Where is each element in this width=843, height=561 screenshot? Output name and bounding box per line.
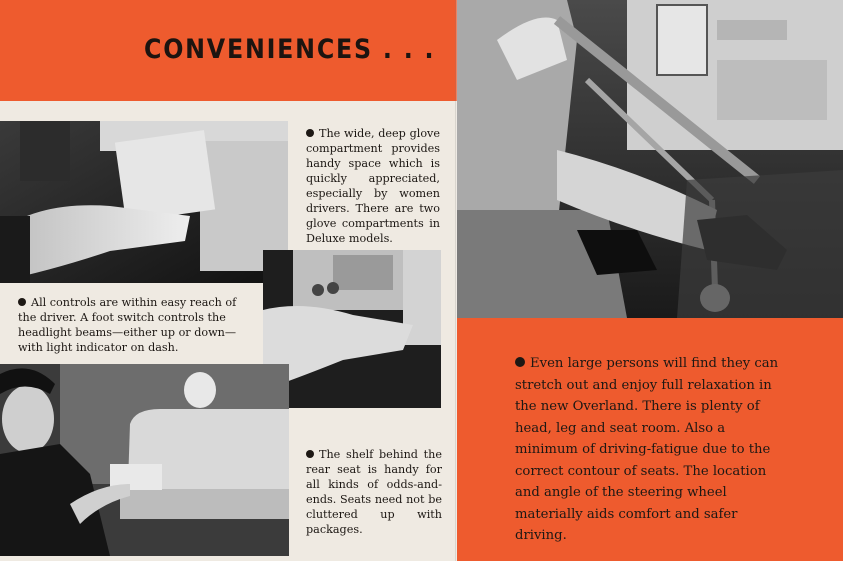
glove-compartment-photo — [0, 121, 288, 283]
bullet-icon — [306, 450, 314, 458]
controls-caption: All controls are within easy reach of the driver. A foot switch controls the headlight beams—either up or down—with light indicator on dash. — [18, 296, 237, 354]
glove-compartment-illustration — [0, 121, 288, 283]
bullet-icon — [306, 129, 314, 137]
glove-compartment-caption: The wide, deep glove compartment provides handy space which is quickly appreciated, especially by women drivers. There are two glove compartments in Deluxe models. — [306, 127, 440, 245]
shelf-photo — [0, 364, 289, 556]
shelf-illustration — [0, 364, 289, 556]
page-title: CONVENIENCES . . . — [144, 34, 436, 65]
bullet-icon — [18, 298, 26, 306]
comfort-caption: Even large persons will find they can stretch out and enjoy full relaxation in the new Overland. There is plenty of head, leg and seat room. Also a minimum of driving-fatigue due to the correct contour of seats. The location and angle of the steering wheel materially aids comfort and safer driving. — [515, 356, 779, 543]
driver-seat-photo — [457, 0, 843, 318]
shelf-caption: The shelf behind the rear seat is handy for all kinds of odds-and-ends. Seats need not be cluttered up with packages. — [306, 448, 442, 536]
bullet-icon — [515, 357, 525, 367]
controls-photo — [263, 250, 441, 408]
controls-illustration — [263, 250, 441, 408]
driver-seat-illustration — [457, 0, 843, 318]
